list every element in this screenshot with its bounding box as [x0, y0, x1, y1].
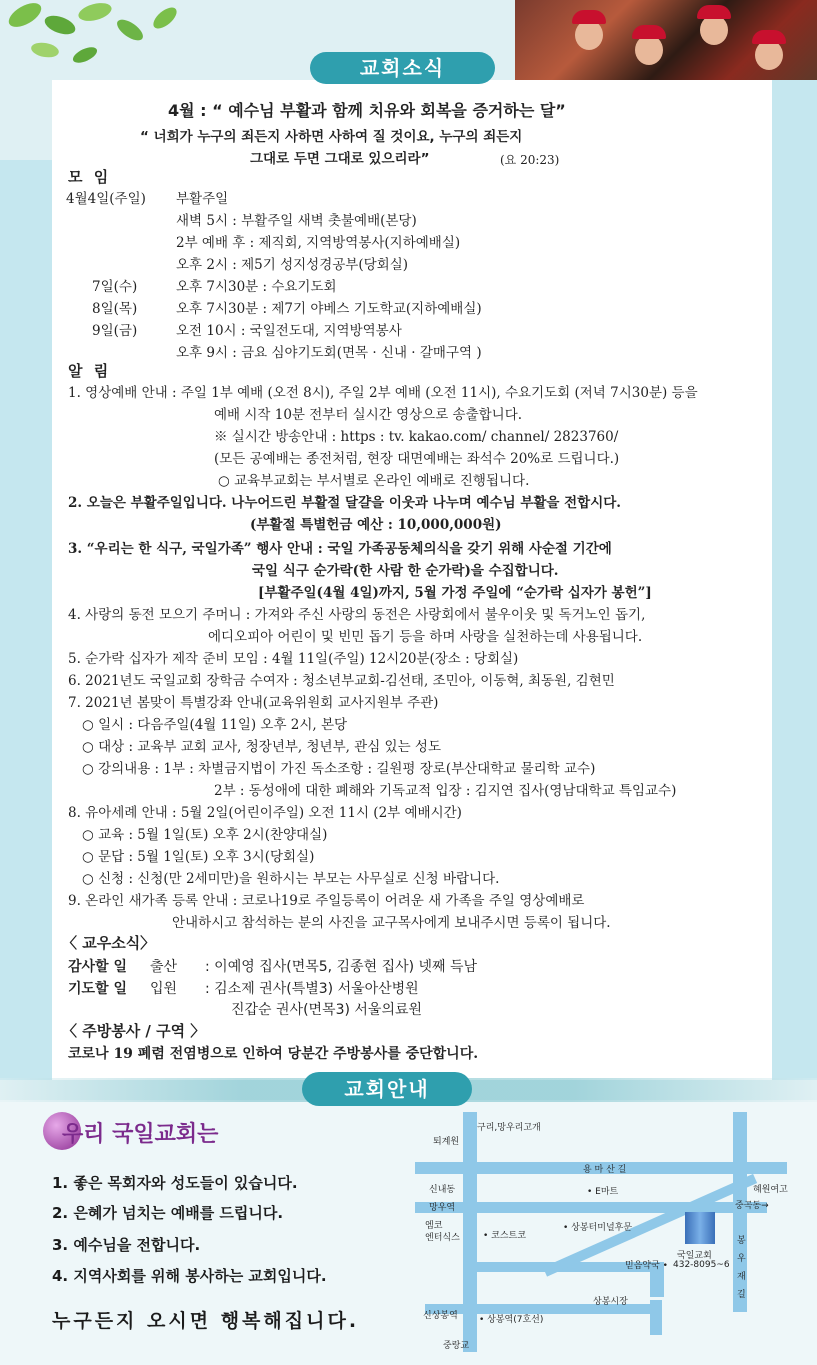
- verse-line-1: “ 너희가 누구의 죄든지 사하면 사하여 질 것이요, 누구의 죄든지: [140, 129, 523, 145]
- map-label: 망우역: [429, 1203, 456, 1213]
- meeting-text: 부활주일: [176, 191, 229, 207]
- meeting-text: 오후 9시 : 금요 심야기도회(면목 · 신내 · 갈매구역 ): [176, 345, 482, 361]
- kitchen-heading: 〈 주방봉사 / 구역 〉: [62, 1022, 206, 1040]
- map-label: 구리,망우리고개: [477, 1123, 541, 1133]
- intro-item: 2. 은혜가 넘치는 예배를 드립니다.: [52, 1204, 284, 1222]
- map-label: 신상봉역: [423, 1311, 458, 1321]
- notice-line: ※ 실시간 방송안내 : https : tv. kakao.com/ channel/ 2823760/: [214, 429, 619, 445]
- meeting-date: 9일(금): [92, 323, 138, 339]
- month-theme: 4월 : “ 예수님 부활과 함께 치유와 회복을 증거하는 달”: [168, 101, 566, 120]
- notice-line: [부활주일(4월 4일)까지, 5월 가정 주일에 “순가락 십자가 봉헌”]: [258, 585, 652, 601]
- map-label: 퇴계원: [433, 1137, 460, 1147]
- map-label: • 상봉터미널후문: [563, 1223, 633, 1233]
- verse-reference: (요 20:23): [500, 153, 560, 167]
- map-label: 상봉시장: [593, 1297, 628, 1307]
- map-label: 혜원여고: [753, 1185, 788, 1195]
- meeting-text: 오후 7시30분 : 제7기 야베스 기도학교(지하예배실): [176, 301, 482, 317]
- notice-line: 7. 2021년 봄맞이 특별강좌 안내(교육위원회 교사지원부 주관): [68, 695, 439, 711]
- intro-item: 1. 좋은 목회자와 성도들이 있습니다.: [52, 1174, 298, 1192]
- notice-line: 4. 사랑의 동전 모으기 주머니 : 가져와 주신 사랑의 동전은 사랑회에서 불우이웃 및 독거노인 돕기,: [68, 607, 646, 623]
- verse-line-2: 그대로 두면 그대로 있으리라”: [250, 151, 430, 167]
- intro-item: 3. 예수님을 전합니다.: [52, 1236, 201, 1254]
- map-label: 용 마 산 길: [583, 1165, 627, 1175]
- meeting-text: 오전 10시 : 국일전도대, 지역방역봉사: [176, 323, 402, 339]
- map-label: 엠코 엔터식스: [425, 1221, 460, 1243]
- church-map: [415, 1112, 787, 1352]
- pray-type: 입원: [150, 981, 178, 997]
- members-heading: 〈 교우소식〉: [62, 934, 156, 952]
- notice-line: 에디오피아 어린이 및 빈민 돕기 등을 하며 사랑을 실천하는데 사용됩니다.: [208, 629, 643, 645]
- notice-line: 5. 순가락 십자가 제작 준비 모임 : 4월 11일(주일) 12시20분(장소 : 당회실): [68, 651, 519, 667]
- meeting-text: 오후 2시 : 제5기 성지성경공부(당회실): [176, 257, 408, 273]
- notice-line: 국일 식구 순가락(한 사람 한 순가락)을 수집합니다.: [252, 563, 559, 579]
- notice-line: ○ 강의내용 : 1부 : 차별금지법이 가진 독소조항 : 길원평 장로(부산대학교 물리학 교수): [82, 761, 596, 777]
- notice-line: 2부 : 동성애에 대한 폐해와 기독교적 입장 : 김지연 집사(영남대학교 특임교수): [214, 783, 677, 799]
- thanks-type: 출산: [150, 959, 178, 975]
- map-road: [463, 1112, 477, 1352]
- notice-line: ○ 신청 : 신청(만 2세미만)을 원하시는 부모는 사무실로 신청 바랍니다.: [82, 871, 500, 887]
- notice-line: ○ 대상 : 교육부 교회 교사, 청장년부, 청년부, 관심 있는 성도: [82, 739, 442, 755]
- map-label: • 상봉역(7호선): [479, 1315, 544, 1325]
- notice-line: ○ 교육 : 5월 1일(토) 오후 2시(찬양대실): [82, 827, 328, 843]
- map-label: • E마트: [587, 1187, 619, 1197]
- kitchen-text: 코로나 19 폐렴 전염병으로 인하여 당분간 주방봉사를 중단합니다.: [68, 1046, 479, 1062]
- notice-line: 3. “우리는 한 식구, 국일가족” 행사 안내 : 국일 가족공동체의식을 갖기 위해 사순절 기간에: [68, 541, 612, 557]
- map-label: 믿음약국 •: [625, 1261, 668, 1271]
- thanks-text: : 이예영 집사(면목5, 김종현 집사) 넷째 득남: [205, 959, 478, 975]
- church-building-icon: [685, 1212, 715, 1244]
- map-label: 중랑교: [443, 1341, 470, 1351]
- meeting-text: 새벽 5시 : 부활주일 새벽 촛불예배(본당): [176, 213, 417, 229]
- meeting-text: 2부 예배 후 : 제직회, 지역방역봉사(지하예배실): [176, 235, 461, 251]
- thanks-label: 감사할 일: [68, 959, 127, 975]
- notice-line: 1. 영상예배 안내 : 주일 1부 예배 (오전 8시), 주일 2부 예배 (오전 11시), 수요기도회 (저녁 7시30분) 등을: [68, 385, 698, 401]
- meeting-date: 8일(목): [92, 301, 138, 317]
- map-label: 봉 우 재 길: [737, 1236, 746, 1300]
- intro-item: 4. 지역사회를 위해 봉사하는 교회입니다.: [52, 1267, 327, 1285]
- church-info-title: 교회안내: [302, 1072, 472, 1106]
- map-label: 국일교회: [677, 1251, 712, 1261]
- notice-line: 6. 2021년도 국일교회 장학금 수여자 : 청소년부교회-김선태, 조민아, 이동혁, 최동원, 김현민: [68, 673, 615, 689]
- leaf-decoration: [0, 0, 220, 80]
- meeting-heading: 모 임: [68, 168, 112, 186]
- map-label: 432-8095~6: [673, 1260, 730, 1270]
- notice-line: 예배 시작 10분 전부터 실시간 영상으로 송출합니다.: [214, 407, 523, 423]
- meeting-date: 4월4일(주일): [66, 191, 146, 207]
- notice-line: (모든 공예배는 종전처럼, 현장 대면예배는 좌석수 20%로 드립니다.): [214, 451, 620, 467]
- choir-photo: [515, 0, 817, 86]
- map-label: 신내동: [429, 1185, 456, 1195]
- pray-text-2: 진갑순 권사(면목3) 서울의료원: [231, 1002, 423, 1018]
- map-label: 중곡동→: [735, 1201, 769, 1211]
- notice-line: 2. 오늘은 부활주일입니다. 나누어드린 부활절 달걀을 이웃과 나누며 예수님 부활을 전합시다.: [68, 495, 622, 511]
- notice-line: ○ 교육부교회는 부서별로 온라인 예배로 진행됩니다.: [218, 473, 530, 489]
- pray-label: 기도할 일: [68, 981, 127, 997]
- map-road: [650, 1300, 662, 1335]
- slogan: 누구든지 오시면 행복해집니다.: [52, 1310, 360, 1332]
- notice-line: ○ 문답 : 5월 1일(토) 오후 3시(당회실): [82, 849, 315, 865]
- meeting-date: 7일(수): [92, 279, 138, 295]
- intro-title: 우리 국일교회는: [62, 1122, 219, 1147]
- map-label: • 코스트코: [483, 1231, 526, 1241]
- right-margin: [772, 80, 817, 1080]
- church-news-title: 교회소식: [310, 52, 495, 84]
- notice-line: (부활절 특별헌금 예산 : 10,000,000원): [250, 517, 502, 533]
- left-margin: [0, 160, 52, 1080]
- pray-text-1: : 김소제 권사(특별3) 서울아산병원: [205, 981, 419, 997]
- notice-line: 9. 온라인 새가족 등록 안내 : 코로나19로 주일등록이 어려운 새 가족을 주일 영상예배로: [68, 893, 585, 909]
- notice-line: ○ 일시 : 다음주일(4월 11일) 오후 2시, 본당: [82, 717, 348, 733]
- notice-heading: 알 림: [68, 362, 112, 380]
- notice-line: 8. 유아세례 안내 : 5월 2일(어린이주일) 오전 11시 (2부 예배시간): [68, 805, 462, 821]
- notice-line: 안내하시고 참석하는 분의 사진을 교구목사에게 보내주시면 등록이 됩니다.: [172, 915, 611, 931]
- meeting-text: 오후 7시30분 : 수요기도회: [176, 279, 337, 295]
